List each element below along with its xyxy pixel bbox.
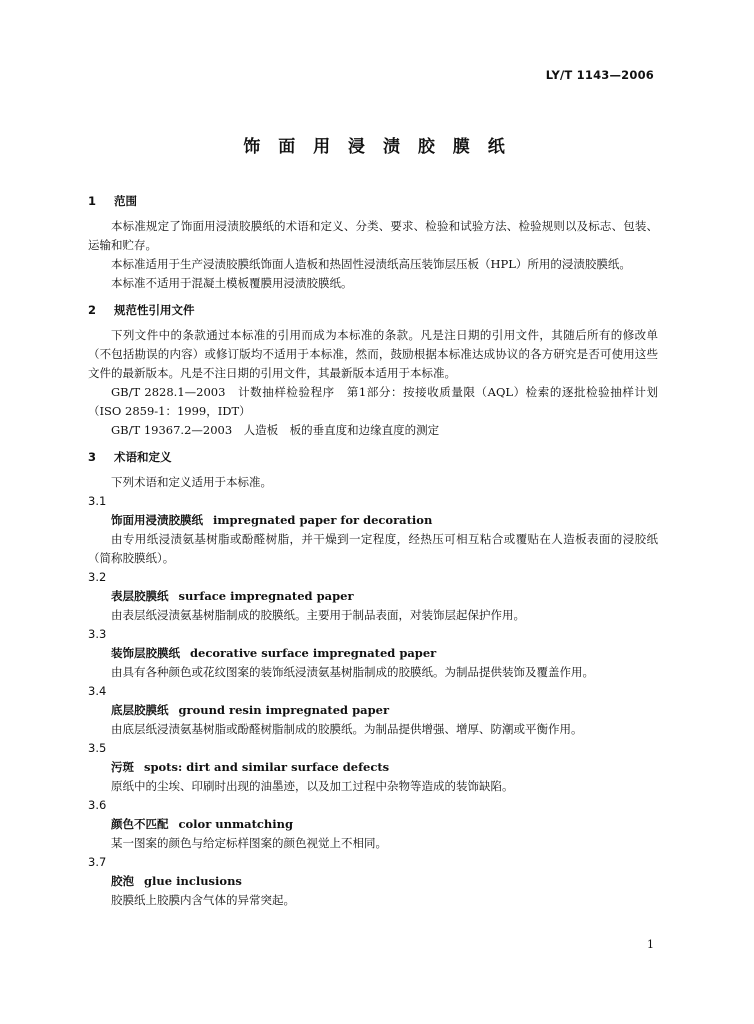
paragraph: 本标准适用于生产浸渍胶膜纸饰面人造板和热固性浸渍纸高压装饰层压板（HPL）所用的浸渍胶膜纸。 [111,257,631,271]
term-definition: 胶膜纸上胶膜内含气体的异常突起。 [111,893,295,907]
term-definition: 由专用纸浸渍氨基树脂或酚醛树脂，并干燥到一定程度，经热压可相互粘合或覆贴在人造板表面的浸胶纸（简称胶膜纸）。 [88,532,658,565]
reference-entry: GB/T 2828.1—2003 计数抽样检验程序 第1部分：按接收质量限（AQL）检索的逐批检验抽样计划（ISO 2859-1：1999，IDT） [88,385,658,418]
term-title: 颜色不匹配 color unmatching [111,817,294,831]
term-title: 表层胶膜纸 surface impregnated paper [111,589,354,603]
document-title: 饰 面 用 浸 渍 胶 膜 纸 [243,137,511,157]
term-definition: 某一图案的颜色与给定标样图案的颜色视觉上不相同。 [111,836,387,850]
term-title: 胶泡 glue inclusions [111,874,242,888]
term-number: 3.7 [88,855,107,869]
paragraph: 本标准不适用于混凝土模板覆膜用浸渍胶膜纸。 [111,276,353,290]
term-number: 3.1 [88,494,107,508]
term-definition: 由表层纸浸渍氨基树脂制成的胶膜纸。主要用于制品表面，对装饰层起保护作用。 [111,608,525,622]
section-heading-terms: 3 术语和定义 [88,450,172,464]
term-definition: 原纸中的尘埃、印刷时出现的油墨迹，以及加工过程中杂物等造成的装饰缺陷。 [111,779,514,793]
term-number: 3.2 [88,570,107,584]
term-title: 饰面用浸渍胶膜纸 impregnated paper for decoration [111,513,433,527]
paragraph: 下列术语和定义适用于本标准。 [111,475,272,489]
page-number: 1 [647,938,654,951]
term-number: 3.6 [88,798,107,812]
term-definition: 由具有各种颜色或花纹图案的装饰纸浸渍氨基树脂制成的胶膜纸。为制品提供装饰及覆盖作用。 [111,665,594,679]
term-number: 3.4 [88,684,107,698]
term-number: 3.3 [88,627,107,641]
paragraph: 本标准规定了饰面用浸渍胶膜纸的术语和定义、分类、要求、检验和试验方法、检验规则以及标志、包装、运输和贮存。 [88,219,658,252]
term-title: 底层胶膜纸 ground resin impregnated paper [111,703,390,717]
term-title: 装饰层胶膜纸 decorative surface impregnated paper [111,646,437,660]
paragraph: 下列文件中的条款通过本标准的引用而成为本标准的条款。凡是注日期的引用文件，其随后所有的修改单（不包括勘误的内容）或修订版均不适用于本标准，然而，鼓励根据本标准达成协议的各方研究是否可使用这些文件的最新版本。凡是不注日期的引用文件，其最新版本适用于本标准。 [88,328,658,380]
term-definition: 由底层纸浸渍氨基树脂或酚醛树脂制成的胶膜纸。为制品提供增强、增厚、防潮或平衡作用。 [111,722,583,736]
document-body [88,192,658,910]
term-number: 3.5 [88,741,107,755]
section-heading-scope: 1 范围 [88,194,137,208]
section-heading-normative-references: 2 规范性引用文件 [88,303,195,317]
standard-number: LY/T 1143—2006 [545,68,654,82]
term-title: 污斑 spots: dirt and similar surface defects [111,760,390,774]
reference-entry: GB/T 19367.2—2003 人造板 板的垂直度和边缘直度的测定 [111,423,440,437]
